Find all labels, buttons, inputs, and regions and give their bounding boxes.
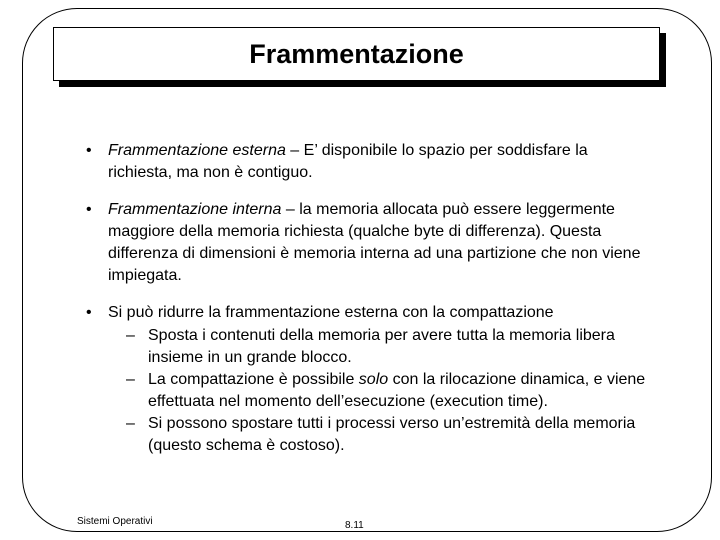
title-box <box>53 27 660 81</box>
bullet-compaction <box>86 302 646 457</box>
sub-marker: – <box>126 371 135 388</box>
sub-item-move-contents <box>108 325 646 369</box>
emphasis-solo: solo <box>358 371 389 388</box>
bullet-marker: • <box>86 142 92 159</box>
sub-item-text: con la rilocazione dinamica, e viene effettuata nel momento dell’esecuzione (execution time). <box>148 371 646 410</box>
sub-item-text: Si possono spostare tutti i processi verso un’estremità della memoria (questo schema è costoso). <box>148 415 636 454</box>
bullet-external-fragmentation <box>86 140 646 184</box>
bullet-internal-fragmentation <box>86 199 646 287</box>
sub-item-text: Sposta i contenuti della memoria per avere tutta la memoria libera insieme in un grande blocco. <box>148 327 615 366</box>
sub-item-dynamic-relocation <box>108 369 646 413</box>
footer-course-name: Sistemi Operativi <box>77 516 153 527</box>
sub-list <box>108 325 646 457</box>
bullet-text: – la memoria allocata può essere leggermente maggiore della memoria richiesta (qualche byte di differenza). Questa differenza di dimensioni è memoria interna ad una partizione che non viene impiegata. <box>108 201 641 284</box>
slide-title: Frammentazione <box>249 38 464 69</box>
bullet-marker: • <box>86 201 92 218</box>
term-internal-fragmentation: Frammentazione interna <box>108 201 282 218</box>
bullet-marker: • <box>86 304 92 321</box>
sub-marker: – <box>126 327 135 344</box>
footer-page-number: 8.11 <box>345 520 364 531</box>
bullet-text: – E’ disponibile lo spazio per soddisfare la richiesta, ma non è contiguo. <box>108 142 588 181</box>
sub-item-move-processes <box>108 413 646 457</box>
bullet-text: Si può ridurre la frammentazione esterna con la compattazione <box>108 304 554 321</box>
term-external-fragmentation: Frammentazione esterna <box>108 142 286 159</box>
bullet-list <box>86 140 646 457</box>
sub-marker: – <box>126 415 135 432</box>
sub-item-text: La compattazione è possibile <box>148 371 359 388</box>
